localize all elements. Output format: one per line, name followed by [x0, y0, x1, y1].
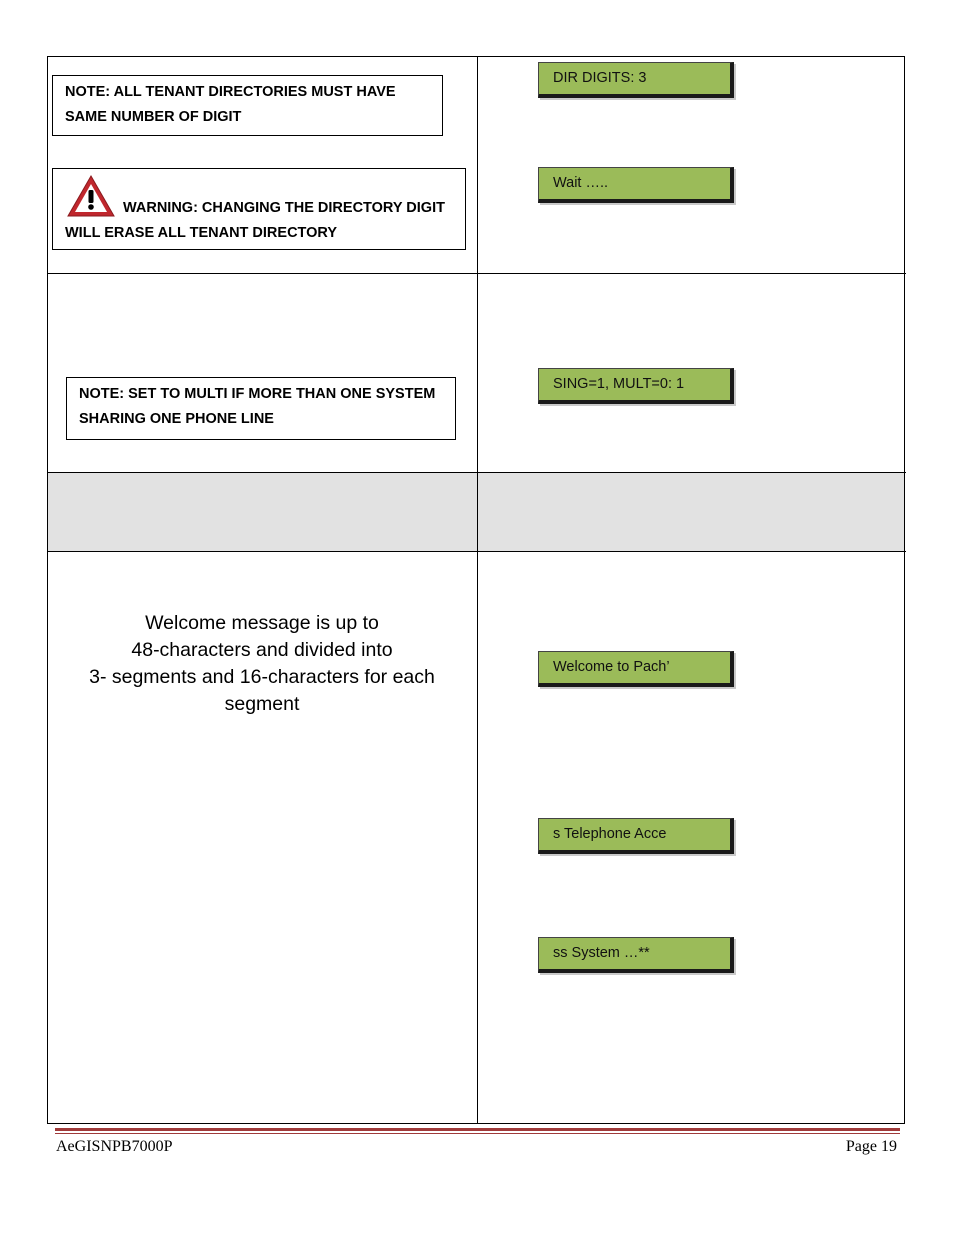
lcd-sing-mult	[538, 368, 734, 404]
note-directory-digits	[52, 75, 443, 136]
lcd-welcome-segment-3	[538, 937, 734, 973]
note-directory-digits-text: NOTE: ALL TENANT DIRECTORIES MUST HAVE SAME NUMBER OF DIGIT	[65, 84, 396, 125]
lcd-text: Wait …..	[553, 175, 609, 191]
welcome-line: Welcome message is up to	[145, 612, 379, 634]
note-multi-system	[66, 377, 456, 440]
welcome-line: 48-characters and divided into	[131, 639, 393, 661]
footer-page-number: Page 19	[845, 1138, 897, 1155]
lcd-welcome-segment-1	[538, 651, 734, 687]
lcd-text: s Telephone Acce	[553, 826, 667, 842]
footer-rule-thin	[55, 1133, 900, 1134]
lcd-text: ss System …**	[553, 945, 650, 961]
welcome-line: 3- segments and 16-characters for each	[89, 666, 435, 688]
footer-model: AeGISNPB7000P	[56, 1138, 173, 1155]
warning-text: WARNING: CHANGING THE DIRECTORY DIGIT WILL ERASE ALL TENANT DIRECTORY	[65, 200, 445, 241]
lcd-text: SING=1, MULT=0: 1	[553, 376, 685, 392]
lcd-text: DIR DIGITS: 3	[553, 70, 647, 86]
lcd-wait	[538, 167, 734, 203]
column-divider	[477, 56, 478, 1124]
lcd-welcome-segment-2	[538, 818, 734, 854]
warning-triangle-icon	[65, 173, 117, 219]
warning-box	[52, 168, 466, 250]
lcd-text: Welcome to Pach’	[553, 659, 670, 675]
welcome-line: segment	[224, 693, 300, 715]
welcome-message-description	[48, 610, 476, 718]
lcd-dir-digits	[538, 62, 734, 98]
footer-rule	[55, 1128, 900, 1131]
note-multi-system-text: NOTE: SET TO MULTI IF MORE THAN ONE SYSTEM SHARING ONE PHONE LINE	[79, 386, 436, 427]
